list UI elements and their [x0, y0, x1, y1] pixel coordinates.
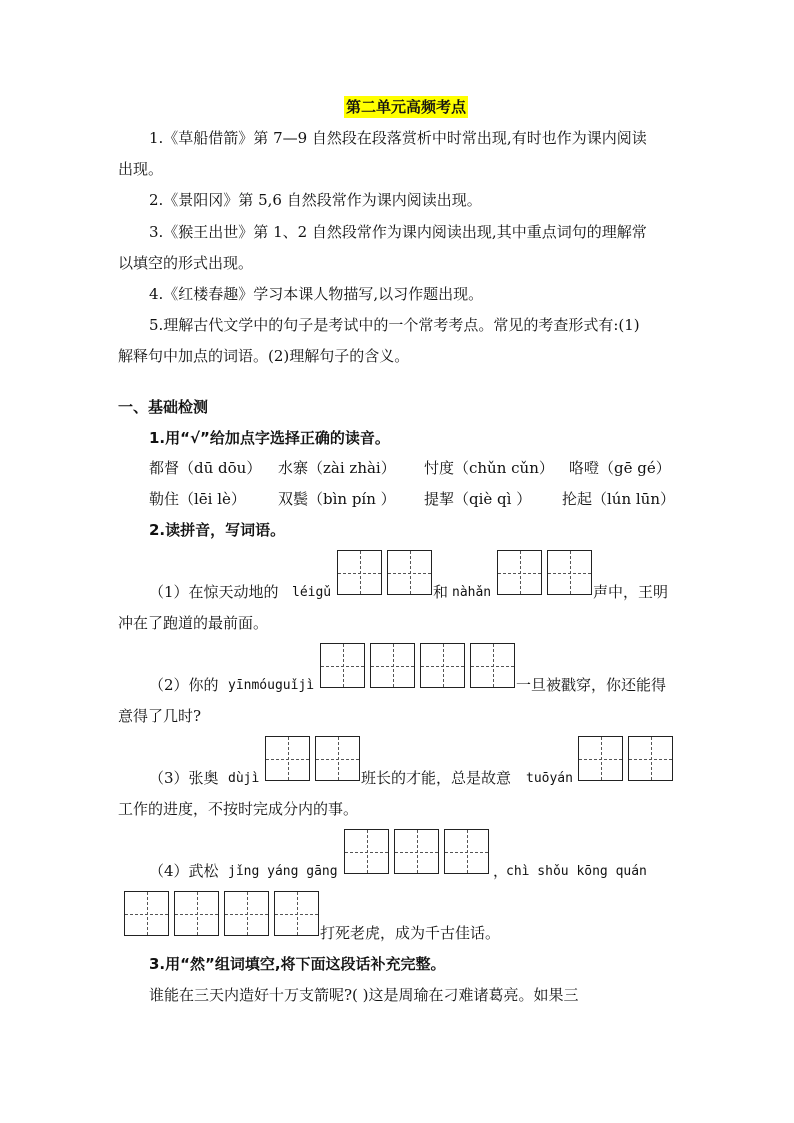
writing-grid[interactable]: [578, 736, 673, 781]
point-2: 2.《景阳冈》第 5,6 自然段常作为课内阅读出现。: [149, 191, 482, 209]
writing-box[interactable]: [497, 550, 542, 595]
point-4: 4.《红楼春趣》学习本课人物描写,以习作题出现。: [149, 285, 484, 303]
q2-s1-text: 和: [433, 583, 449, 601]
writing-grid[interactable]: [320, 643, 515, 688]
q2-s3-cont: 工作的进度，不按时完成分内的事。: [118, 800, 359, 818]
writing-box[interactable]: [547, 550, 592, 595]
q2-s2-text: （2）你的: [149, 676, 219, 694]
writing-box[interactable]: [124, 891, 169, 936]
q2-s3-text: 班长的才能，总是故意: [361, 769, 512, 787]
writing-grid[interactable]: [344, 829, 489, 874]
q2-s2-pinyin: yīnmóuguǐjì: [228, 678, 315, 693]
writing-box[interactable]: [315, 736, 360, 781]
q1-option: 咯噔（gē gé）: [569, 459, 671, 477]
writing-grid[interactable]: [265, 736, 360, 781]
writing-box[interactable]: [370, 643, 415, 688]
q1-option: 抡起（lún lūn）: [562, 490, 676, 508]
q2-s2-text: 一旦被戳穿，你还能得: [516, 676, 667, 694]
writing-box[interactable]: [387, 550, 432, 595]
q3-text: 谁能在三天内造好十万支箭呢?( )这是周瑜在刁难诸葛亮。如果三: [149, 986, 579, 1004]
point-1: 1.《草船借箭》第 7—9 自然段在段落赏析中时常出现,有时也作为课内阅读: [149, 129, 647, 147]
point-5: 5.理解古代文学中的句子是考试中的一个常考考点。常见的考查形式有:(1): [149, 316, 640, 334]
writing-box[interactable]: [274, 891, 319, 936]
point-3-cont: 以填空的形式出现。: [118, 254, 254, 272]
q2-s1-cont: 冲在了跑道的最前面。: [118, 614, 269, 632]
writing-box[interactable]: [320, 643, 365, 688]
q2-s4-text: 打死老虎，成为千古佳话。: [320, 924, 501, 942]
q2-s1-pinyin: léigǔ: [292, 585, 332, 600]
q2-s4-text: ，: [493, 862, 509, 880]
point-3: 3.《猴王出世》第 1、2 自然段常作为课内阅读出现,其中重点词句的理解常: [149, 223, 647, 241]
writing-box[interactable]: [394, 829, 439, 874]
q2-s1-pinyin: nàhǎn: [452, 585, 492, 600]
writing-box[interactable]: [224, 891, 269, 936]
q2-s2-cont: 意得了几时?: [118, 707, 202, 725]
section-heading: 一、基础检测: [118, 398, 209, 416]
q1-prompt: 1.用“√”给加点字选择正确的读音。: [149, 429, 390, 447]
writing-box[interactable]: [174, 891, 219, 936]
q2-s3-pinyin: dùjì: [228, 771, 260, 786]
q2-s4-pinyin: jǐng yáng gāng: [228, 864, 338, 879]
writing-box[interactable]: [628, 736, 673, 781]
point-5-cont: 解释句中加点的词语。(2)理解句子的含义。: [118, 347, 410, 365]
writing-box[interactable]: [337, 550, 382, 595]
page-title: 第二单元高频考点: [346, 98, 467, 116]
point-1-cont: 出现。: [118, 160, 164, 178]
q1-option: 勒住（lēi lè）: [149, 490, 246, 508]
q1-option: 都督（dū dōu）: [149, 459, 262, 477]
writing-grid[interactable]: [337, 550, 432, 595]
q2-s3-text: （3）张奥: [149, 769, 219, 787]
q1-option: 提挈（qiè qì ）: [424, 490, 532, 508]
writing-box[interactable]: [420, 643, 465, 688]
writing-box[interactable]: [578, 736, 623, 781]
q2-s4-pinyin: chì shǒu kōng quán: [506, 864, 647, 879]
q2-s1-text: （1）在惊天动地的: [149, 583, 279, 601]
q2-s1-text: 声中，王明: [593, 583, 669, 601]
writing-box[interactable]: [444, 829, 489, 874]
writing-box[interactable]: [470, 643, 515, 688]
q2-s3-pinyin: tuōyán: [526, 771, 573, 786]
writing-grid[interactable]: [497, 550, 592, 595]
writing-box[interactable]: [344, 829, 389, 874]
q2-prompt: 2.读拼音，写词语。: [149, 521, 286, 539]
q3-prompt: 3.用“然”组词填空,将下面这段话补充完整。: [149, 955, 446, 973]
q2-s4-text: （4）武松: [149, 862, 219, 880]
q1-option: 水寨（zài zhài）: [278, 459, 396, 477]
writing-box[interactable]: [265, 736, 310, 781]
q1-option: 双鬓（bìn pín ）: [278, 490, 396, 508]
writing-grid[interactable]: [124, 891, 319, 936]
q1-option: 忖度（chǔn cǔn）: [424, 459, 554, 477]
